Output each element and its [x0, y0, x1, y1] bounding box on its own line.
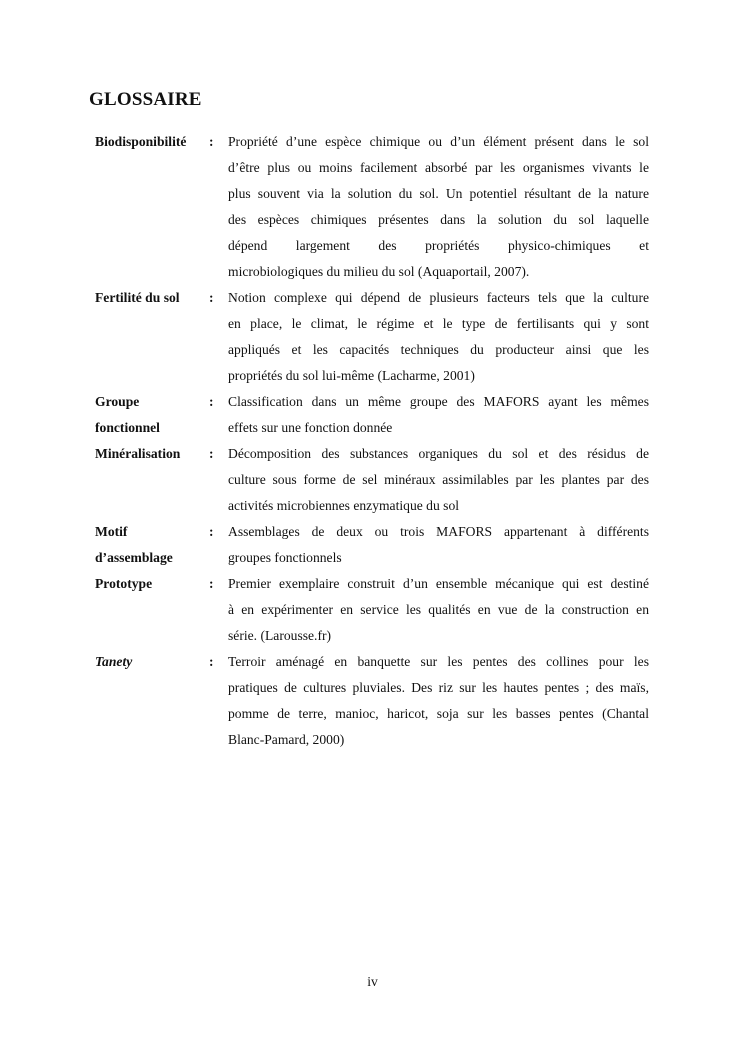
definition-line: pratiques de cultures pluviales. Des riz sur les hautes pentes ; des maïs, — [228, 680, 649, 695]
page-title: GLOSSAIRE — [89, 89, 202, 110]
definition-line: à en expérimenter en service les qualités en vue de la construction en — [228, 602, 649, 617]
definition-line: Décomposition des substances organiques du sol et des résidus de — [228, 446, 649, 461]
definition-line: d’être plus ou moins facilement absorbé par les organismes vivants le — [228, 160, 649, 175]
definition-line: groupes fonctionnels — [228, 550, 342, 565]
page-number: iv — [367, 974, 378, 989]
term-line: Groupe — [95, 394, 140, 409]
separator-colon: : — [209, 394, 214, 409]
glossary-term — [95, 444, 209, 522]
definition-line: Propriété d’une espèce chimique ou d’un élément présent dans le sol — [228, 134, 649, 149]
term-line: fonctionnel — [95, 420, 160, 435]
definition-line: Classification dans un même groupe des MAFORS ayant les mêmes — [228, 394, 649, 409]
glossary-term — [95, 522, 209, 574]
definition-line: en place, le climat, le régime et le type de fertilisants qui y sont — [228, 316, 649, 331]
definition-line: microbiologiques du milieu du sol (Aquaportail, 2007). — [228, 264, 530, 279]
definition-line: des espèces chimiques présentes dans la solution du sol laquelle — [228, 212, 649, 227]
glossary-definition — [228, 574, 649, 652]
term-line: Minéralisation — [95, 446, 181, 461]
glossary-term — [95, 132, 209, 288]
separator-colon: : — [209, 134, 214, 149]
glossary-entry — [95, 288, 650, 392]
term-line: Tanety — [95, 654, 133, 669]
definition-line: effets sur une fonction donnée — [228, 420, 393, 435]
term-line: Motif — [95, 524, 128, 539]
glossary-entry — [95, 522, 650, 574]
term-line: Prototype — [95, 576, 153, 591]
glossary-entry — [95, 444, 650, 522]
glossary-definition — [228, 652, 649, 756]
definition-line: propriétés du sol lui-même (Lacharme, 2001) — [228, 368, 475, 383]
term-line: Fertilité du sol — [95, 290, 180, 305]
term-line: Biodisponibilité — [95, 134, 187, 149]
glossary-entry — [95, 652, 650, 756]
definition-line: dépend largement des propriétés physico-chimiques et — [228, 238, 649, 253]
definition-line: Premier exemplaire construit d’un ensemble mécanique qui est destiné — [228, 576, 649, 591]
glossary-definition — [228, 132, 649, 288]
separator-colon: : — [209, 290, 214, 305]
definition-line: Assemblages de deux ou trois MAFORS appartenant à différents — [228, 524, 649, 539]
glossary-term — [95, 288, 209, 392]
glossary-definition — [228, 392, 649, 444]
separator-colon: : — [209, 524, 214, 539]
glossary-definition — [228, 444, 649, 522]
glossary-entry — [95, 574, 650, 652]
separator-colon: : — [209, 654, 214, 669]
glossary-entry — [95, 132, 650, 288]
term-line: d’assemblage — [95, 550, 173, 565]
definition-line: plus souvent via la solution du sol. Un potentiel résultant de la nature — [228, 186, 649, 201]
definition-line: activités microbiennes enzymatique du sol — [228, 498, 460, 513]
glossary-term — [95, 652, 209, 756]
glossary-term — [95, 392, 209, 444]
glossary-term — [95, 574, 209, 652]
glossary-definition — [228, 522, 649, 574]
definition-line: pomme de terre, manioc, haricot, soja sur les basses pentes (Chantal — [228, 706, 649, 721]
definition-line: Terroir aménagé en banquette sur les pentes des collines pour les — [228, 654, 649, 669]
separator-colon: : — [209, 446, 214, 461]
glossary-entry — [95, 392, 650, 444]
definition-line: culture sous forme de sel minéraux assimilables par les plantes par des — [228, 472, 649, 487]
glossary-definition — [228, 288, 649, 392]
definition-line: Notion complexe qui dépend de plusieurs facteurs tels que la culture — [228, 290, 649, 305]
definition-line: Blanc-Pamard, 2000) — [228, 732, 345, 747]
separator-colon: : — [209, 576, 214, 591]
definition-line: appliqués et les capacités techniques du producteur ainsi que les — [228, 342, 649, 357]
definition-line: série. (Larousse.fr) — [228, 628, 332, 643]
glossary-list — [95, 132, 650, 756]
